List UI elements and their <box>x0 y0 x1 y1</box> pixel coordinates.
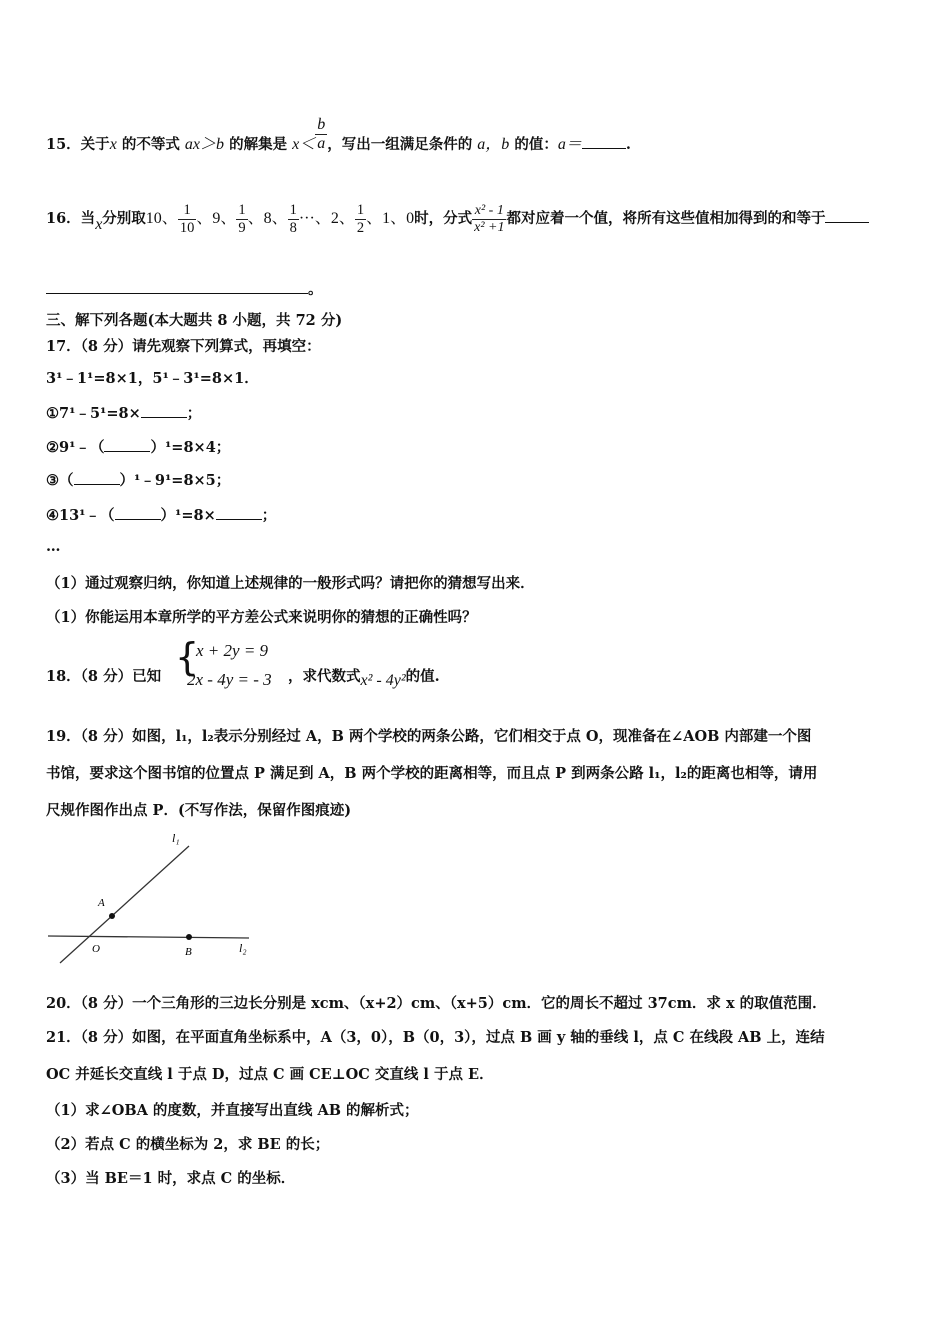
point-b <box>186 934 192 940</box>
answer-blank <box>216 505 262 521</box>
answer-blank <box>582 133 626 149</box>
question-16-continuation: 。 <box>46 278 323 299</box>
line-l1 <box>60 846 189 963</box>
label-b: B <box>185 946 192 958</box>
answer-blank <box>115 505 161 521</box>
equation-2: 2x - 4y = - 3 <box>187 670 272 689</box>
question-15: 15．关于x 的不等式 ax＞b 的解集是 x＜ $\frac{b}{a}$ ，写出一组满足条件的 a，b 的值：a＝ . <box>46 116 631 153</box>
system-brace: { <box>175 635 200 679</box>
fraction-1-8: $\frac{1}{8}$ <box>289 202 297 236</box>
answer-blank <box>74 470 120 486</box>
road-diagram <box>44 828 274 973</box>
question-19-line-1: 19．（8 分）如图，l₁，l₂表示分别经过 A，B 两个学校的两条公路，它们相交于点 O，现准备在∠AOB 内部建一个图 <box>46 728 812 745</box>
q17-example: 3¹﹣1¹=8×1，5¹﹣3¹=8×1． <box>46 370 259 387</box>
q17-item-4: ④13¹﹣（ ）¹=8× ； <box>46 504 276 525</box>
fraction-1-9: $\frac{1}{9}$ <box>238 202 246 236</box>
q21-sub-3: （3）当 BE＝1 时，求点 C 的坐标． <box>46 1170 296 1187</box>
q17-item-1: ①7¹﹣5¹=8× ； <box>46 402 201 423</box>
fraction-1-10: $\frac{1}{10}$ <box>179 202 195 236</box>
answer-blank <box>46 279 308 295</box>
q21-sub-1: （1）求∠OBA 的度数，并直接写出直线 AB 的解析式； <box>46 1102 419 1119</box>
q17-item-2: ②9¹﹣（ ）¹=8×4； <box>46 436 230 457</box>
answer-blank <box>141 403 187 419</box>
question-21-line-2: OC 并延长交直线 l 于点 D，过点 C 画 CE⊥OC 交直线 l 于点 E． <box>46 1066 494 1083</box>
question-19-line-2: 书馆，要求这个图书馆的位置点 P 满足到 A，B 两个学校的距离相等，而且点 P 到两条公路 l₁，l₂的距离也相等，请用 <box>46 765 818 782</box>
label-a: A <box>98 897 105 909</box>
question-19-line-3: 尺规作图作出点 P．(不写作法，保留作图痕迹) <box>46 802 352 819</box>
question-18-tail: ，求代数式x² - 4y²的值. <box>288 668 440 689</box>
q17-item-3: ③（ ）¹﹣9¹=8×5； <box>46 469 230 490</box>
question-18: 18．（8 分）已知 <box>46 668 162 685</box>
q17-ellipsis: … <box>46 538 61 555</box>
section-heading: 三、解下列各题(本大题共 8 小题，共 72 分) <box>46 312 343 329</box>
answer-blank <box>104 437 150 453</box>
fraction-b-over-a: $\frac{b}{a}$ <box>317 116 326 153</box>
equation-1: x + 2y = 9 <box>196 641 269 660</box>
q21-sub-2: （2）若点 C 的横坐标为 2，求 BE 的长； <box>46 1136 330 1153</box>
label-o: O <box>92 943 100 955</box>
question-17-title: 17．（8 分）请先观察下列算式，再填空： <box>46 338 321 355</box>
fraction-1-2: $\frac{1}{2}$ <box>356 202 365 236</box>
fraction-x-expression: $\frac{\text{x² - 1}}{\text{x² +1}}$ <box>474 202 505 235</box>
line-l2 <box>48 936 249 938</box>
question-20: 20．（8 分）一个三角形的三边长分别是 xcm、（x+2）cm、（x+5）cm．它的周长不超过 37cm．求 x 的取值范围． <box>46 995 827 1012</box>
q17-sub-1: （1）通过观察归纳，你知道上述规律的一般形式吗？请把你的猜想写出来． <box>46 575 535 592</box>
point-a <box>109 913 115 919</box>
question-21-line-1: 21．（8 分）如图，在平面直角坐标系中，A（3，0），B（0，3），过点 B 画 y 轴的垂线 l，点 C 在线段 AB 上，连结 <box>46 1029 825 1046</box>
label-l2: l₂ <box>239 941 247 955</box>
question-16: 16．当x分别取10、 $\frac{1}{10}$ 、9、 $\frac{1}{9}$ 、8、 $\frac{1}{8}$ ···、2、 $\frac{1}{2}$ 、1、0时，分式 $\frac{\text{x² - 1}}{\text{x² +1}}$ 都对应着一个值，将所有这些值相加得到的和等于 <box>46 202 869 236</box>
label-l1: l₁ <box>172 831 180 845</box>
q17-sub-2: （1）你能运用本章所学的平方差公式来说明你的猜想的正确性吗？ <box>46 609 477 626</box>
answer-blank <box>825 208 869 224</box>
